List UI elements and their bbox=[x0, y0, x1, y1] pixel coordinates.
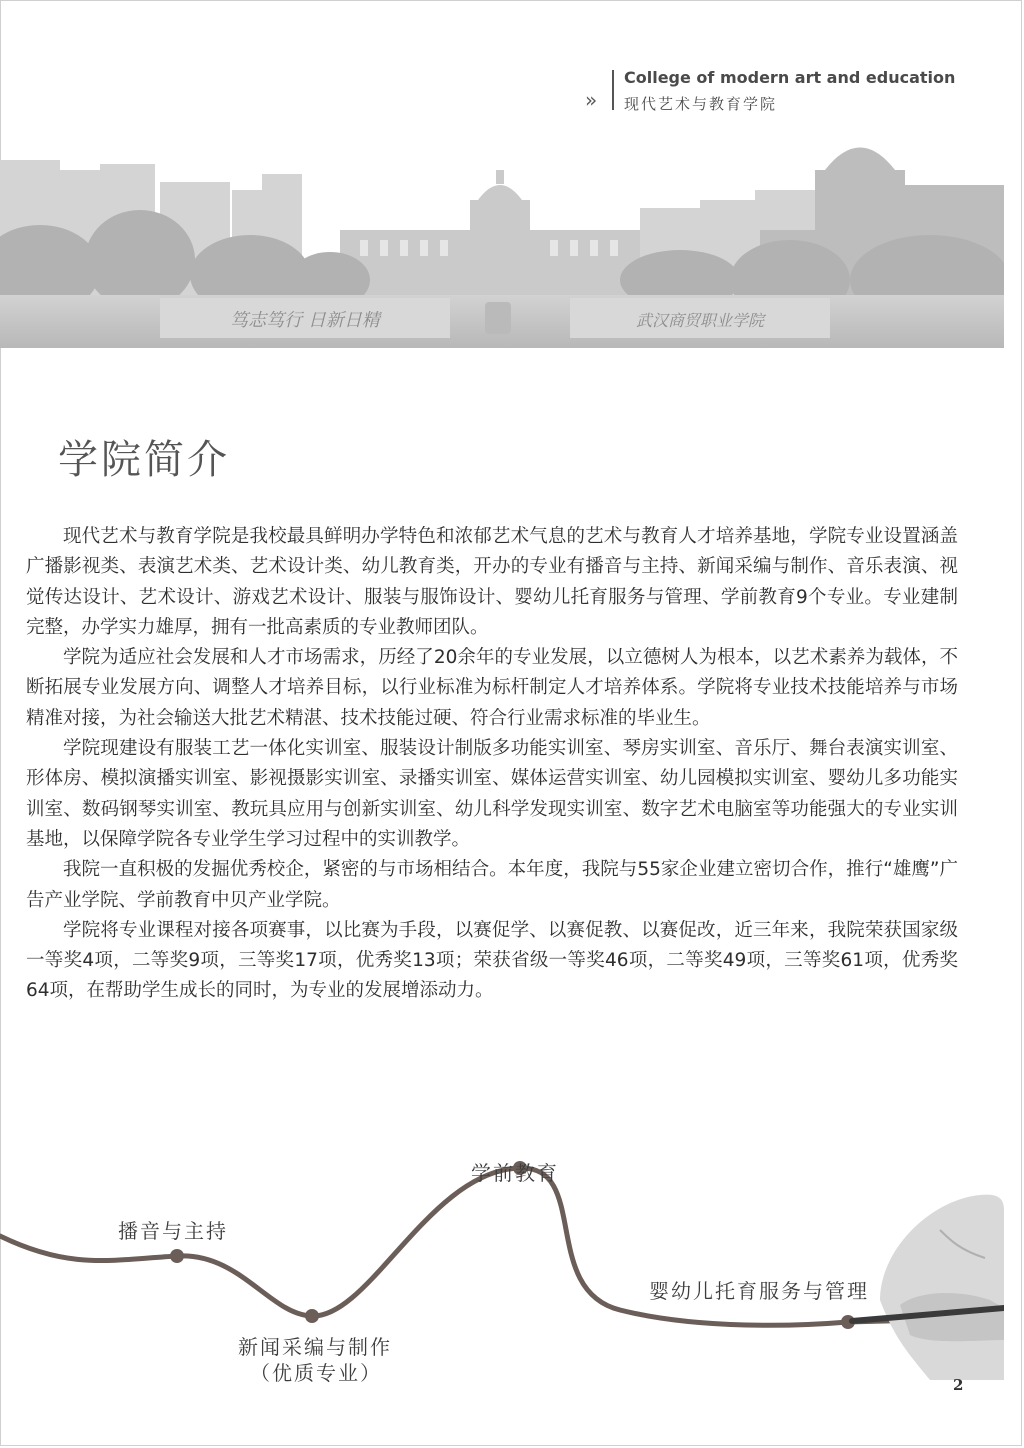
paragraph-facilities: 学院现建设有服装工艺一体化实训室、服装设计制版多功能实训室、琴房实训室、音乐厅、舞台表演实训室、形体房、模拟演播实训室、影视摄影实训室、录播实训室、媒体运营实训室、幼儿园模拟实训室、婴幼儿多功能实训室、数码钢琴实训室、教玩具应用与创新实训室、幼儿科学发现实训室、数字艺术电脑室等功能强大的专业实训基地，以保障学院各专业学生学习过程中的实训教学。 bbox=[26, 738, 958, 850]
label-news-note: （优质专业） bbox=[250, 1361, 382, 1385]
header-divider bbox=[612, 70, 614, 110]
page-number: 2 bbox=[953, 1376, 964, 1394]
paragraph-awards: 学院将专业课程对接各项赛事，以比赛为手段，以赛促学、以赛促教、以赛促改，近三年来，我院荣获国家级一等奖4项，二等奖9项，三等奖17项，优秀奖13项；荣获省级一等奖46项，二等奖49项，三等奖61项，优秀奖64项，在帮助学生成长的同时，为专业的发展增添动力。 bbox=[26, 919, 958, 1002]
hand-pencil-image bbox=[852, 1195, 1004, 1380]
section-title: 学院简介 bbox=[58, 437, 230, 483]
curve-point-news bbox=[305, 1309, 319, 1323]
label-news: 新闻采编与制作 bbox=[238, 1335, 392, 1359]
chevron-right-icon: » bbox=[585, 88, 594, 112]
paragraph-overview: 现代艺术与教育学院是我校最具鲜明办学特色和浓郁艺术气息的艺术与教育人才培养基地，学院专业设置涵盖广播影视类、表演艺术类、艺术设计类、幼儿教育类，开办的专业有播音与主持、新闻采编与制作、音乐表演、视觉传达设计、艺术设计、游戏艺术设计、服装与服饰设计、婴幼儿托育服务与管理、学前教育9个专业。专业建制完整，办学实力雄厚，拥有一批高素质的专业教师团队。 bbox=[26, 526, 958, 638]
label-preschool: 学前教育 bbox=[471, 1161, 559, 1185]
school-name-sign: 武汉商贸职业学院 bbox=[635, 311, 765, 330]
label-broadcast: 播音与主持 bbox=[118, 1219, 228, 1243]
label-infant: 婴幼儿托育服务与管理 bbox=[649, 1279, 869, 1303]
campus-skyline-image bbox=[0, 130, 1004, 348]
intro-body bbox=[26, 522, 958, 1007]
college-name-cn: 现代艺术与教育学院 bbox=[624, 95, 778, 113]
paragraph-cooperation: 我院一直积极的发掘优秀校企，紧密的与市场相结合。本年度，我院与55家企业建立密切合作，推行“雄鹰”广告产业学院、学前教育中贝产业学院。 bbox=[26, 859, 958, 911]
paragraph-development: 学院为适应社会发展和人才市场需求，历经了20余年的专业发展，以立德树人为根本，以艺术素养为载体，不断拓展专业发展方向、调整人才培养目标，以行业标准为标杆制定人才培养体系。学院将专业技术技能培养与市场精准对接，为社会输送大批艺术精湛、技术技能过硬、符合行业需求标准的毕业生。 bbox=[26, 647, 958, 729]
motto-sign: 笃志笃行 日新日精 bbox=[230, 310, 380, 331]
curve-point-broadcast bbox=[170, 1249, 184, 1263]
college-name-en: College of modern art and education bbox=[624, 68, 956, 87]
